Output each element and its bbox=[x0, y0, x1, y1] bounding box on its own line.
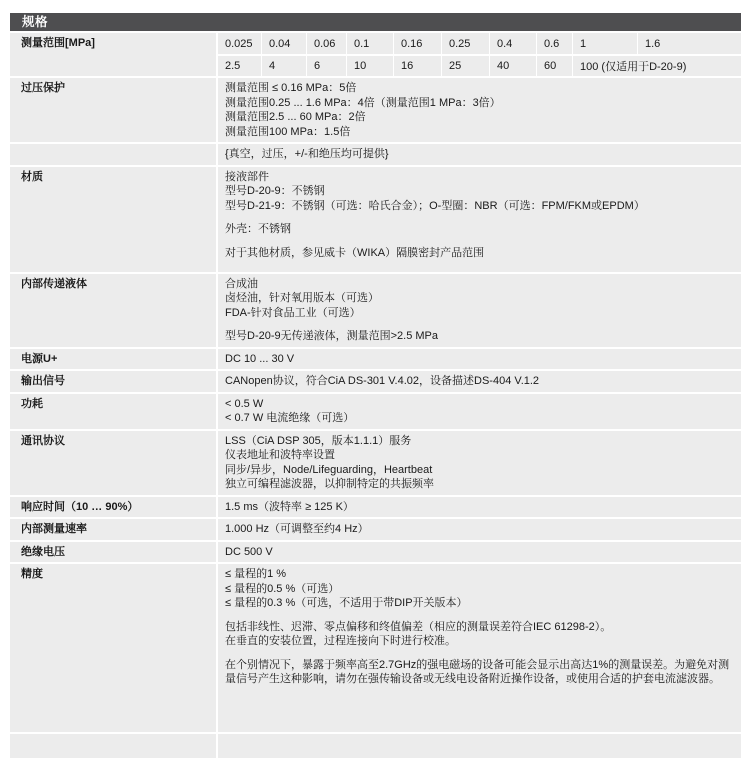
content-line: 型号D-20-9：不锈钢 bbox=[225, 185, 325, 197]
blank-line bbox=[225, 213, 731, 222]
row-label: 测量范围[MPa] bbox=[10, 33, 216, 76]
range-cell: 2.5 bbox=[218, 56, 261, 76]
range-cell: 25 bbox=[442, 56, 489, 76]
range-cell: 0.6 bbox=[537, 33, 572, 54]
row-label: 响应时间（10 … 90%） bbox=[10, 497, 216, 518]
content-line: 测量范围2.5 ... 60 MPa：2倍 bbox=[225, 111, 366, 123]
content-line: FDA-针对食品工业（可选） bbox=[225, 306, 361, 319]
spec-row bbox=[10, 431, 741, 495]
range-cell: 100 (仅适用于D-20-9) bbox=[573, 56, 741, 76]
range-cell: 0.025 bbox=[218, 33, 261, 54]
blank-line bbox=[225, 737, 731, 746]
range-cell: 40 bbox=[490, 56, 536, 76]
content-line: 独立可编程滤波器，以抑制特定的共振频率 bbox=[225, 478, 434, 490]
range-cell: 0.06 bbox=[307, 33, 346, 54]
content-line: 型号D-20-9无传递液体，测量范围>2.5 MPa bbox=[225, 330, 439, 342]
content-line: LSS（CiA DSP 305，版本1.1.1）服务 bbox=[225, 434, 412, 447]
range-cell: 16 bbox=[394, 56, 441, 76]
content-line: 接液部件 bbox=[225, 170, 269, 183]
spec-row bbox=[10, 274, 741, 347]
row-label: 内部传递液体 bbox=[10, 274, 216, 347]
spec-rows bbox=[10, 78, 741, 758]
blank-line bbox=[225, 649, 731, 658]
measuring-range-row-2 bbox=[218, 56, 741, 76]
content-line: DC 500 V bbox=[225, 545, 273, 558]
content-line: 同步/异步，Node/Lifeguarding，Heartbeat bbox=[225, 463, 433, 476]
row-content bbox=[218, 274, 741, 347]
row-content bbox=[218, 431, 741, 495]
content-line: 在个别情况下，暴露于频率高至2.7GHz的强电磁场的设备可能会显示出高达1%的测量误差。为避免对测量信号产生这种影响，请勿在强传输设备或无线电设备附近操作设备，或使用合适的护套电流滤波器。 bbox=[225, 658, 730, 685]
content-line: 测量范围0.25 ... 1.6 MPa：4倍（测量范围1 MPa：3倍） bbox=[225, 96, 501, 109]
range-cell: 4 bbox=[262, 56, 306, 76]
range-cell: 0.04 bbox=[262, 33, 306, 54]
section-header bbox=[10, 13, 741, 31]
spec-row bbox=[10, 78, 741, 142]
content-line: 合成油 bbox=[225, 277, 258, 290]
spec-row bbox=[10, 394, 741, 429]
spec-row bbox=[10, 497, 741, 518]
range-cell: 0.1 bbox=[347, 33, 393, 54]
content-line: < 0.5 W bbox=[225, 397, 264, 410]
range-cell: 1.6 bbox=[638, 33, 741, 54]
content-line: 1.000 Hz（可调整至约4 Hz） bbox=[225, 523, 369, 535]
section-title: 规格 bbox=[22, 15, 49, 29]
row-content bbox=[218, 349, 741, 370]
row-content bbox=[218, 497, 741, 518]
content-line: 对于其他材质，参见威卡（WIKA）隔膜密封产品范围 bbox=[225, 246, 485, 259]
row-label: 电源U+ bbox=[10, 349, 216, 370]
range-cell: 0.16 bbox=[394, 33, 441, 54]
spec-table bbox=[10, 13, 741, 760]
range-cell: 0.25 bbox=[442, 33, 489, 54]
blank-line bbox=[225, 320, 731, 329]
row-content bbox=[218, 394, 741, 429]
content-line: CANopen协议，符合CiA DS-301 V.4.02，设备描述DS-404 V.1.2 bbox=[225, 375, 540, 387]
row-content bbox=[218, 144, 741, 165]
content-line: ≤ 量程的0.3 %（可选，不适用于带DIP开关版本） bbox=[225, 597, 468, 609]
content-line: 型号D-21-9：不锈钢（可选：哈氏合金）；O-型圈：NBR（可选：FPM/FKM或EPDM） bbox=[225, 199, 645, 212]
spec-row-measuring-range bbox=[10, 33, 741, 76]
content-line: 仪表地址和波特率设置 bbox=[225, 449, 335, 461]
row-label: 绝缘电压 bbox=[10, 542, 216, 563]
row-content bbox=[218, 542, 741, 563]
content-line: 外壳：不锈钢 bbox=[225, 223, 291, 235]
spec-row bbox=[10, 349, 741, 370]
content-line: ≤ 量程的1 % bbox=[225, 568, 287, 580]
spec-row bbox=[10, 519, 741, 540]
spec-row bbox=[10, 144, 741, 165]
spec-row bbox=[10, 167, 741, 272]
range-cell: 60 bbox=[537, 56, 572, 76]
row-label: 功耗 bbox=[10, 394, 216, 429]
spec-row bbox=[10, 564, 741, 732]
row-content bbox=[218, 167, 741, 272]
content-line: 卤烃油，针对氧用版本（可选） bbox=[225, 292, 379, 304]
measuring-range-row-1 bbox=[218, 33, 741, 54]
spec-row bbox=[10, 371, 741, 392]
content-line: {真空，过压，+/-和绝压均可提供} bbox=[225, 148, 389, 160]
row-label: 通讯协议 bbox=[10, 431, 216, 495]
content-line: 包括非线性、迟滞、零点偏移和终值偏差（相应的测量误差符合IEC 61298-2）。 bbox=[225, 620, 612, 633]
content-line: 测量范围 ≤ 0.16 MPa：5倍 bbox=[225, 82, 357, 94]
range-cell: 0.4 bbox=[490, 33, 536, 54]
row-label: 内部测量速率 bbox=[10, 519, 216, 540]
row-content bbox=[218, 371, 741, 392]
range-cell: 6 bbox=[307, 56, 346, 76]
row-label: 过压保护 bbox=[10, 78, 216, 142]
row-label: 材质 bbox=[10, 167, 216, 272]
measuring-range-grid bbox=[218, 33, 741, 76]
row-content bbox=[218, 78, 741, 142]
blank-line bbox=[225, 237, 731, 246]
range-cell: 1 bbox=[573, 33, 637, 54]
range-cell: 10 bbox=[347, 56, 393, 76]
content-line: 1.5 ms（波特率 ≥ 125 K） bbox=[225, 500, 354, 513]
content-line: 在垂直的安装位置，过程连接向下时进行校准。 bbox=[225, 635, 456, 647]
spec-row bbox=[10, 542, 741, 563]
content-line: ≤ 量程的0.5 %（可选） bbox=[225, 582, 340, 595]
row-content bbox=[218, 564, 741, 732]
blank-line bbox=[225, 611, 731, 620]
row-content bbox=[218, 519, 741, 540]
content-line: < 0.7 W 电流绝缘（可选） bbox=[225, 412, 355, 424]
content-line: 测量范围100 MPa：1.5倍 bbox=[225, 125, 351, 138]
row-label bbox=[10, 144, 216, 165]
content-line: DC 10 ... 30 V bbox=[225, 352, 295, 365]
row-label: 输出信号 bbox=[10, 371, 216, 392]
row-label: 精度 bbox=[10, 564, 216, 732]
